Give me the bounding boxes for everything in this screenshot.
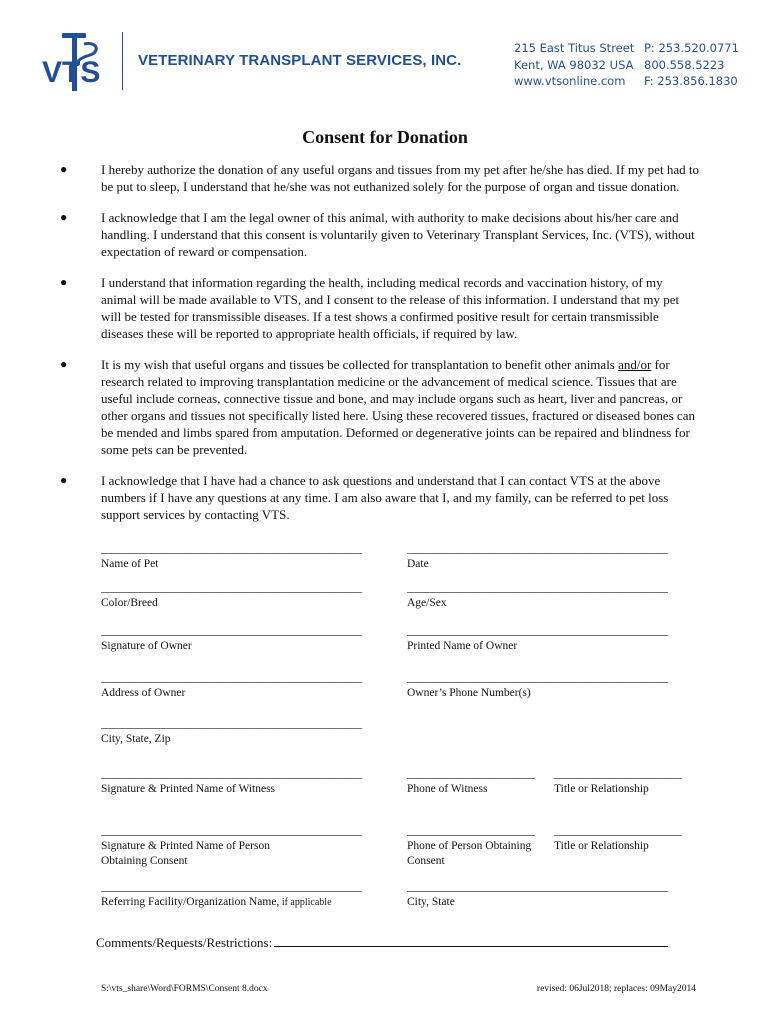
address-of-owner-field[interactable]: _______________________________________________ Address of Owner <box>101 672 381 701</box>
witness-phone-field[interactable]: _______________________ Phone of Witness <box>407 768 547 797</box>
obtaining-person-phone-label-cont: Consent <box>407 855 445 867</box>
witness-phone-label: Phone of Witness <box>407 783 488 795</box>
bullet-icon: ● <box>60 275 68 289</box>
city-state-zip-label: City, State, Zip <box>101 733 171 745</box>
city-state-zip-field[interactable]: _______________________________________________ City, State, Zip <box>101 718 381 747</box>
printed-name-of-owner-label: Printed Name of Owner <box>407 640 518 652</box>
address-street: 215 East Titus Street <box>514 41 635 55</box>
header-divider <box>122 32 123 90</box>
consent-statement: ● I acknowledge that I have had a chance to ask questions and understand that I can contact VTS at the above numbers if I have any questions at any time. I am also aware that I, and my family, can be referred to pet loss support services by contacting VTS. <box>60 473 669 522</box>
signature-of-owner-field[interactable]: _______________________________________________ Signature of Owner <box>101 625 381 654</box>
color-breed-label: Color/Breed <box>101 597 158 609</box>
phone-main: P: 253.520.0771 <box>644 41 739 55</box>
bullet-icon: ● <box>60 210 68 224</box>
svg-text:VTS: VTS <box>42 56 101 89</box>
date-label: Date <box>407 558 429 570</box>
name-of-pet-field[interactable]: _______________________________________________ Name of Pet <box>101 543 381 572</box>
facility-city-state-field[interactable]: _______________________________________________ City, State <box>407 881 687 910</box>
owners-phone-label: Owner’s Phone Number(s) <box>407 687 531 699</box>
company-name: VETERINARY TRANSPLANT SERVICES, INC. <box>138 52 462 69</box>
footer-revision: revised: 06Jul2018; replaces: 09May2014 <box>536 984 696 994</box>
page-title: Consent for Donation <box>302 127 468 147</box>
printed-name-of-owner-field[interactable]: _______________________________________________ Printed Name of Owner <box>407 625 679 654</box>
witness-signature-label: Signature & Printed Name of Witness <box>101 783 276 795</box>
age-sex-field[interactable]: _______________________________________________ Age/Sex <box>407 582 679 611</box>
address-city: Kent, WA 98032 USA <box>514 57 634 72</box>
comments-label: Comments/Requests/Restrictions: <box>96 935 273 950</box>
obtaining-person-signature-label-cont: Obtaining Consent <box>101 855 188 867</box>
comments-line[interactable] <box>274 934 668 947</box>
address-of-owner-label: Address of Owner <box>101 687 186 699</box>
footer-file-path: S:\vts_share\Word\FORMS\Consent 8.docx <box>101 984 268 994</box>
referring-facility-field[interactable]: _______________________________________________ Referring Facility/Organization Name, if applicable <box>101 881 362 908</box>
obtaining-person-signature-field[interactable]: _______________________________________________ Signature & Printed Name of Person Obtaining Consent <box>101 825 381 869</box>
bullet-icon: ● <box>60 162 68 176</box>
consent-statement: ● It is my wish that useful organs and tissues be collected for transplantation to benefit other animals and/or for research related to improving transplantation medicine or the advancement of medical science. Tissues that are useful include corneas, connective tissue and bone, and may include organs such as heart, liver and pancreas, or other organs and tissues not specifically listed here. Using these recovered tissues, fractured or diseased bones can be mended and limbs spared from amputation. Deformed or degenerative joints can be repaired and blindness for some pets can be prevented. <box>60 357 695 457</box>
owners-phone-field[interactable]: _______________________________________________ Owner’s Phone Number(s) <box>407 672 679 701</box>
referring-facility-label: Referring Facility/Organization Name, <box>101 896 280 908</box>
referring-facility-note: if applicable <box>279 897 332 908</box>
comments-field[interactable] <box>96 934 668 951</box>
consent-statements <box>60 161 700 537</box>
obtaining-person-phone-label: Phone of Person Obtaining <box>407 840 532 852</box>
signature-of-owner-label: Signature of Owner <box>101 640 192 652</box>
consent-statement: ● I acknowledge that I am the legal owner of this animal, with authority to make decisions about his/her care and handling. I understand that this consent is voluntarily given to Veterinary Transplant Services, Inc. (VTS), without expectation of reward or compensation. <box>60 210 695 259</box>
company-phones <box>644 40 739 90</box>
facility-city-state-label: City, State <box>407 896 455 908</box>
witness-title-field[interactable]: _______________________ Title or Relationship <box>554 768 688 797</box>
witness-signature-field[interactable]: _______________________________________________ Signature & Printed Name of Witness <box>101 768 381 797</box>
consent-statement: ● I hereby authorize the donation of any useful organs and tissues from my pet after he/she has died. If my pet had to be put to sleep, I understand that he/she was not euthanized solely for the purpose of organ and tissue donation. <box>60 162 699 194</box>
name-of-pet-label: Name of Pet <box>101 558 159 570</box>
date-field[interactable]: _______________________________________________ Date <box>407 543 679 572</box>
bullet-icon: ● <box>60 473 68 487</box>
obtaining-person-title-field[interactable]: _______________________ Title or Relationship <box>554 825 688 854</box>
obtaining-person-phone-field[interactable]: _______________________ Phone of Person Obtaining Consent <box>407 825 547 869</box>
company-address <box>514 40 634 90</box>
website-link[interactable]: www.vtsonline.com <box>514 74 626 88</box>
witness-title-label: Title or Relationship <box>554 783 649 795</box>
color-breed-field[interactable]: _______________________________________________ Color/Breed <box>101 582 381 611</box>
obtaining-person-signature-label: Signature & Printed Name of Person <box>101 840 270 852</box>
age-sex-label: Age/Sex <box>407 597 447 609</box>
obtaining-person-title-label: Title or Relationship <box>554 840 649 852</box>
phone-tollfree: 800.558.5223 <box>644 57 725 72</box>
fax-number: F: 253.856.1830 <box>644 74 738 88</box>
consent-statement: ● I understand that information regarding the health, including medical records and vaccination history, of my animal will be made available to VTS, and I consent to the release of this information. I understand that my pet will be tested for transmissible diseases. If a test shows a confirmed positive result for certain transmissible diseases these will be reported to appropriate health officials, if required by law. <box>60 275 680 341</box>
bullet-icon: ● <box>60 357 68 371</box>
vts-logo <box>40 30 112 94</box>
